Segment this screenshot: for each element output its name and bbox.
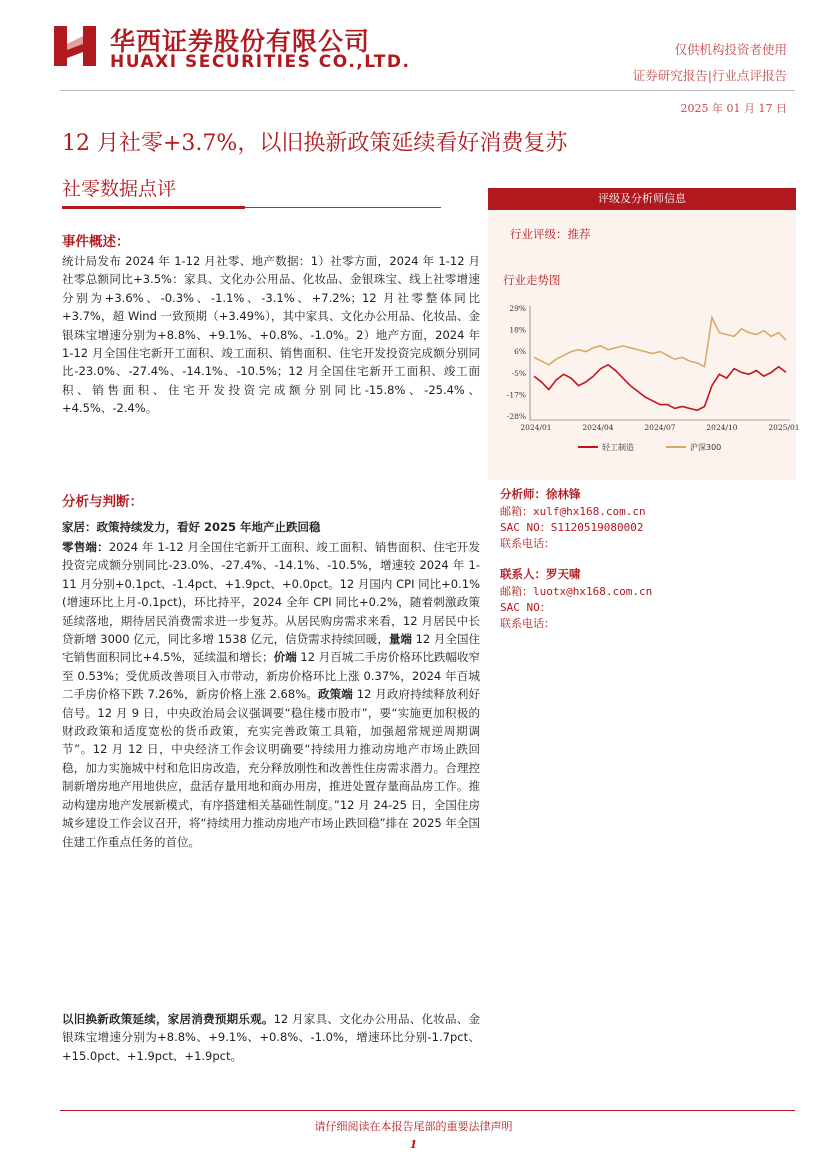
price-label: 价端 bbox=[273, 650, 297, 665]
y-tick-label: -17% bbox=[506, 390, 526, 400]
analysis-heading: 分析与判断： bbox=[62, 494, 143, 510]
trade-in-heading: 以旧换新政策延续，家居消费预期乐观。 bbox=[62, 1012, 274, 1026]
report-title: 12 月社零+3.7%，以旧换新政策延续看好消费复苏 bbox=[62, 131, 568, 156]
contact-name: 联系人：罗天啸 bbox=[500, 567, 581, 581]
x-tick-label: 2025/01 bbox=[768, 423, 800, 432]
huaxi-logo-icon bbox=[52, 22, 98, 68]
y-tick-label: 29% bbox=[509, 304, 526, 313]
contact-email[interactable]: 邮箱：luotx@hx168.com.cn bbox=[500, 585, 653, 598]
audience-note: 仅供机构投资者使用 bbox=[674, 42, 787, 57]
legal-notice: 请仔细阅读在本报告尾部的重要法律声明 bbox=[314, 1120, 513, 1133]
event-text: 统计局发布 2024 年 1-12 月社零、地产数据：1）社零方面，2024 年 1-12 月社零总额同比+3.5%：家具、文化办公用品、化妆品、金银珠宝、线上社零增速分别为+3.6%、-0.3%、-1.1%、-3.1%、+7.2%；12 月社零整体同比+3.7%，超 Wind 一致预期（+3.49%），其中家具、文化办公用品、化妆品、金银珠宝增速分别为+8.8%、+9.1%、+0.8%、-1.0%。2）地产方面，2024 年 1-12 月全国住宅新开工面积、竣工面积、销售面积、住宅开发投资完成额分别同比-23.0%、-27.4%、-14.1%、-10.5%；12 月全国住宅新开工面积、竣工面积、销售面积、住宅开发投资完成额分别同比-15.8%、-25.4%、+4.5%、-2.4%。 bbox=[62, 254, 480, 416]
trade-in-paragraph bbox=[62, 1010, 480, 1065]
y-tick-label: 6% bbox=[514, 347, 526, 357]
home-heading: 家居：政策持续发力，看好 2025 年地产止跌回稳 bbox=[62, 520, 321, 534]
legend-csi300: 沪深300 bbox=[690, 443, 722, 452]
analyst-sac: SAC NO：S1120519080002 bbox=[500, 521, 644, 534]
retail-label: 零售端： bbox=[62, 540, 109, 554]
report-type: 证券研究报告|行业点评报告 bbox=[632, 68, 787, 83]
industry-rating: 行业评级：推荐 bbox=[510, 227, 591, 241]
analyst-phone: 联系电话： bbox=[500, 537, 555, 550]
company-name-cn: 华西证券股份有限公司 bbox=[110, 27, 371, 56]
contact-phone: 联系电话： bbox=[500, 617, 555, 630]
x-tick-label: 2024/10 bbox=[706, 423, 738, 432]
y-tick-label: -28% bbox=[506, 412, 526, 421]
analysis-body bbox=[62, 538, 480, 851]
chart-label: 行业走势图 bbox=[503, 273, 561, 287]
industry-trend-chart bbox=[498, 296, 800, 456]
series-line-csi300 bbox=[534, 318, 786, 367]
price-text: 12 月百城二手房价格环比跌幅收窄至 0.53%；受优质改善项目入市带动，新房价格环比上涨 0.37%，2024 年百城二手房价格下跌 7.26%，新房价格上涨 2.68%。 bbox=[62, 650, 480, 702]
subtitle-rule bbox=[245, 207, 441, 208]
contact-sac: SAC NO： bbox=[500, 601, 551, 614]
analyst-name: 分析师：徐林锋 bbox=[500, 487, 581, 501]
subtitle-underline bbox=[62, 206, 245, 209]
x-tick-label: 2024/01 bbox=[520, 423, 552, 432]
series-line-light-industry bbox=[534, 365, 786, 411]
retail-text: 2024 年 1-12 月全国住宅新开工面积、竣工面积、销售面积、住宅开发投资完成额分别同比-23.0%、-27.4%、-14.1%、-10.5%，增速较 2024 年 1-11 月分别+0.1pct、-1.4pct、+1.9pct、+0.0pct。12 月国内 CPI 同比+0.1%(增速环比上月-0.1pct)，环比持平，2024 全年 CPI 同比+0.2%，随着刺激政策延续落地，期待居民消费需求进一步复苏。从居民购房需求来看，12 月居民中长贷新增 3000 亿元，同比多增 1538 亿元，信贷需求持续回暖， bbox=[62, 540, 480, 647]
analyst-email[interactable]: 邮箱：xulf@hx168.com.cn bbox=[500, 505, 646, 518]
trade-in-text: 12 月家具、文化办公用品、化妆品、金银珠宝增速分别为+8.8%、+9.1%、+0.8%、-1.0%，增速环比分别-1.7pct、+15.0pct、+1.9pct、+1.9pct。 bbox=[62, 1012, 480, 1063]
y-tick-label: 18% bbox=[509, 325, 526, 335]
volume-text: 12 月全国住宅销售面积同比+4.5%，延续温和增长； bbox=[62, 632, 481, 665]
report-subtitle: 社零数据点评 bbox=[62, 178, 177, 200]
policy-label: 政策端 bbox=[317, 687, 353, 702]
event-heading: 事件概述： bbox=[62, 234, 130, 250]
policy-text: 12 月政府持续释放利好信号。12 月 9 日，中央政治局会议强调要“稳住楼市股市”，要“实施更加积极的财政政策和适度宽松的货币政策，充实完善政策工具箱，加强超常规逆周期调节”。12 月 12 日，中央经济工作会议明确要“持续用力推动房地产市场止跌回稳，加力实施城中村和危旧房改造，充分释放刚性和改善性住房需求潜力。合理控制新增房地产用地供应，盘活存量用地和商办用房，推进处置存量商品房工作。推动构建房地产发展新模式，有序搭建相关基础性制度。”12 月 24-25 日，全国住房城乡建设工作会议召开，将“持续用力推动房地产市场止跌回稳”排在 2025 年全国住建工作重点任务的首位。 bbox=[62, 687, 481, 849]
company-name-en: HUAXI SECURITIES CO.,LTD. bbox=[110, 52, 411, 72]
x-tick-label: 2024/07 bbox=[644, 423, 676, 432]
x-tick-label: 2024/04 bbox=[582, 423, 614, 432]
page-number: 1 bbox=[409, 1138, 418, 1151]
report-date: 2025 年 01 月 17 日 bbox=[680, 102, 787, 115]
volume-label: 量端 bbox=[388, 632, 412, 647]
y-tick-label: -5% bbox=[511, 368, 526, 378]
footer-divider bbox=[60, 1110, 795, 1111]
header-divider bbox=[60, 90, 795, 91]
legend-light-industry: 轻工制造 bbox=[602, 443, 634, 452]
panel-header: 评级及分析师信息 bbox=[488, 188, 796, 210]
